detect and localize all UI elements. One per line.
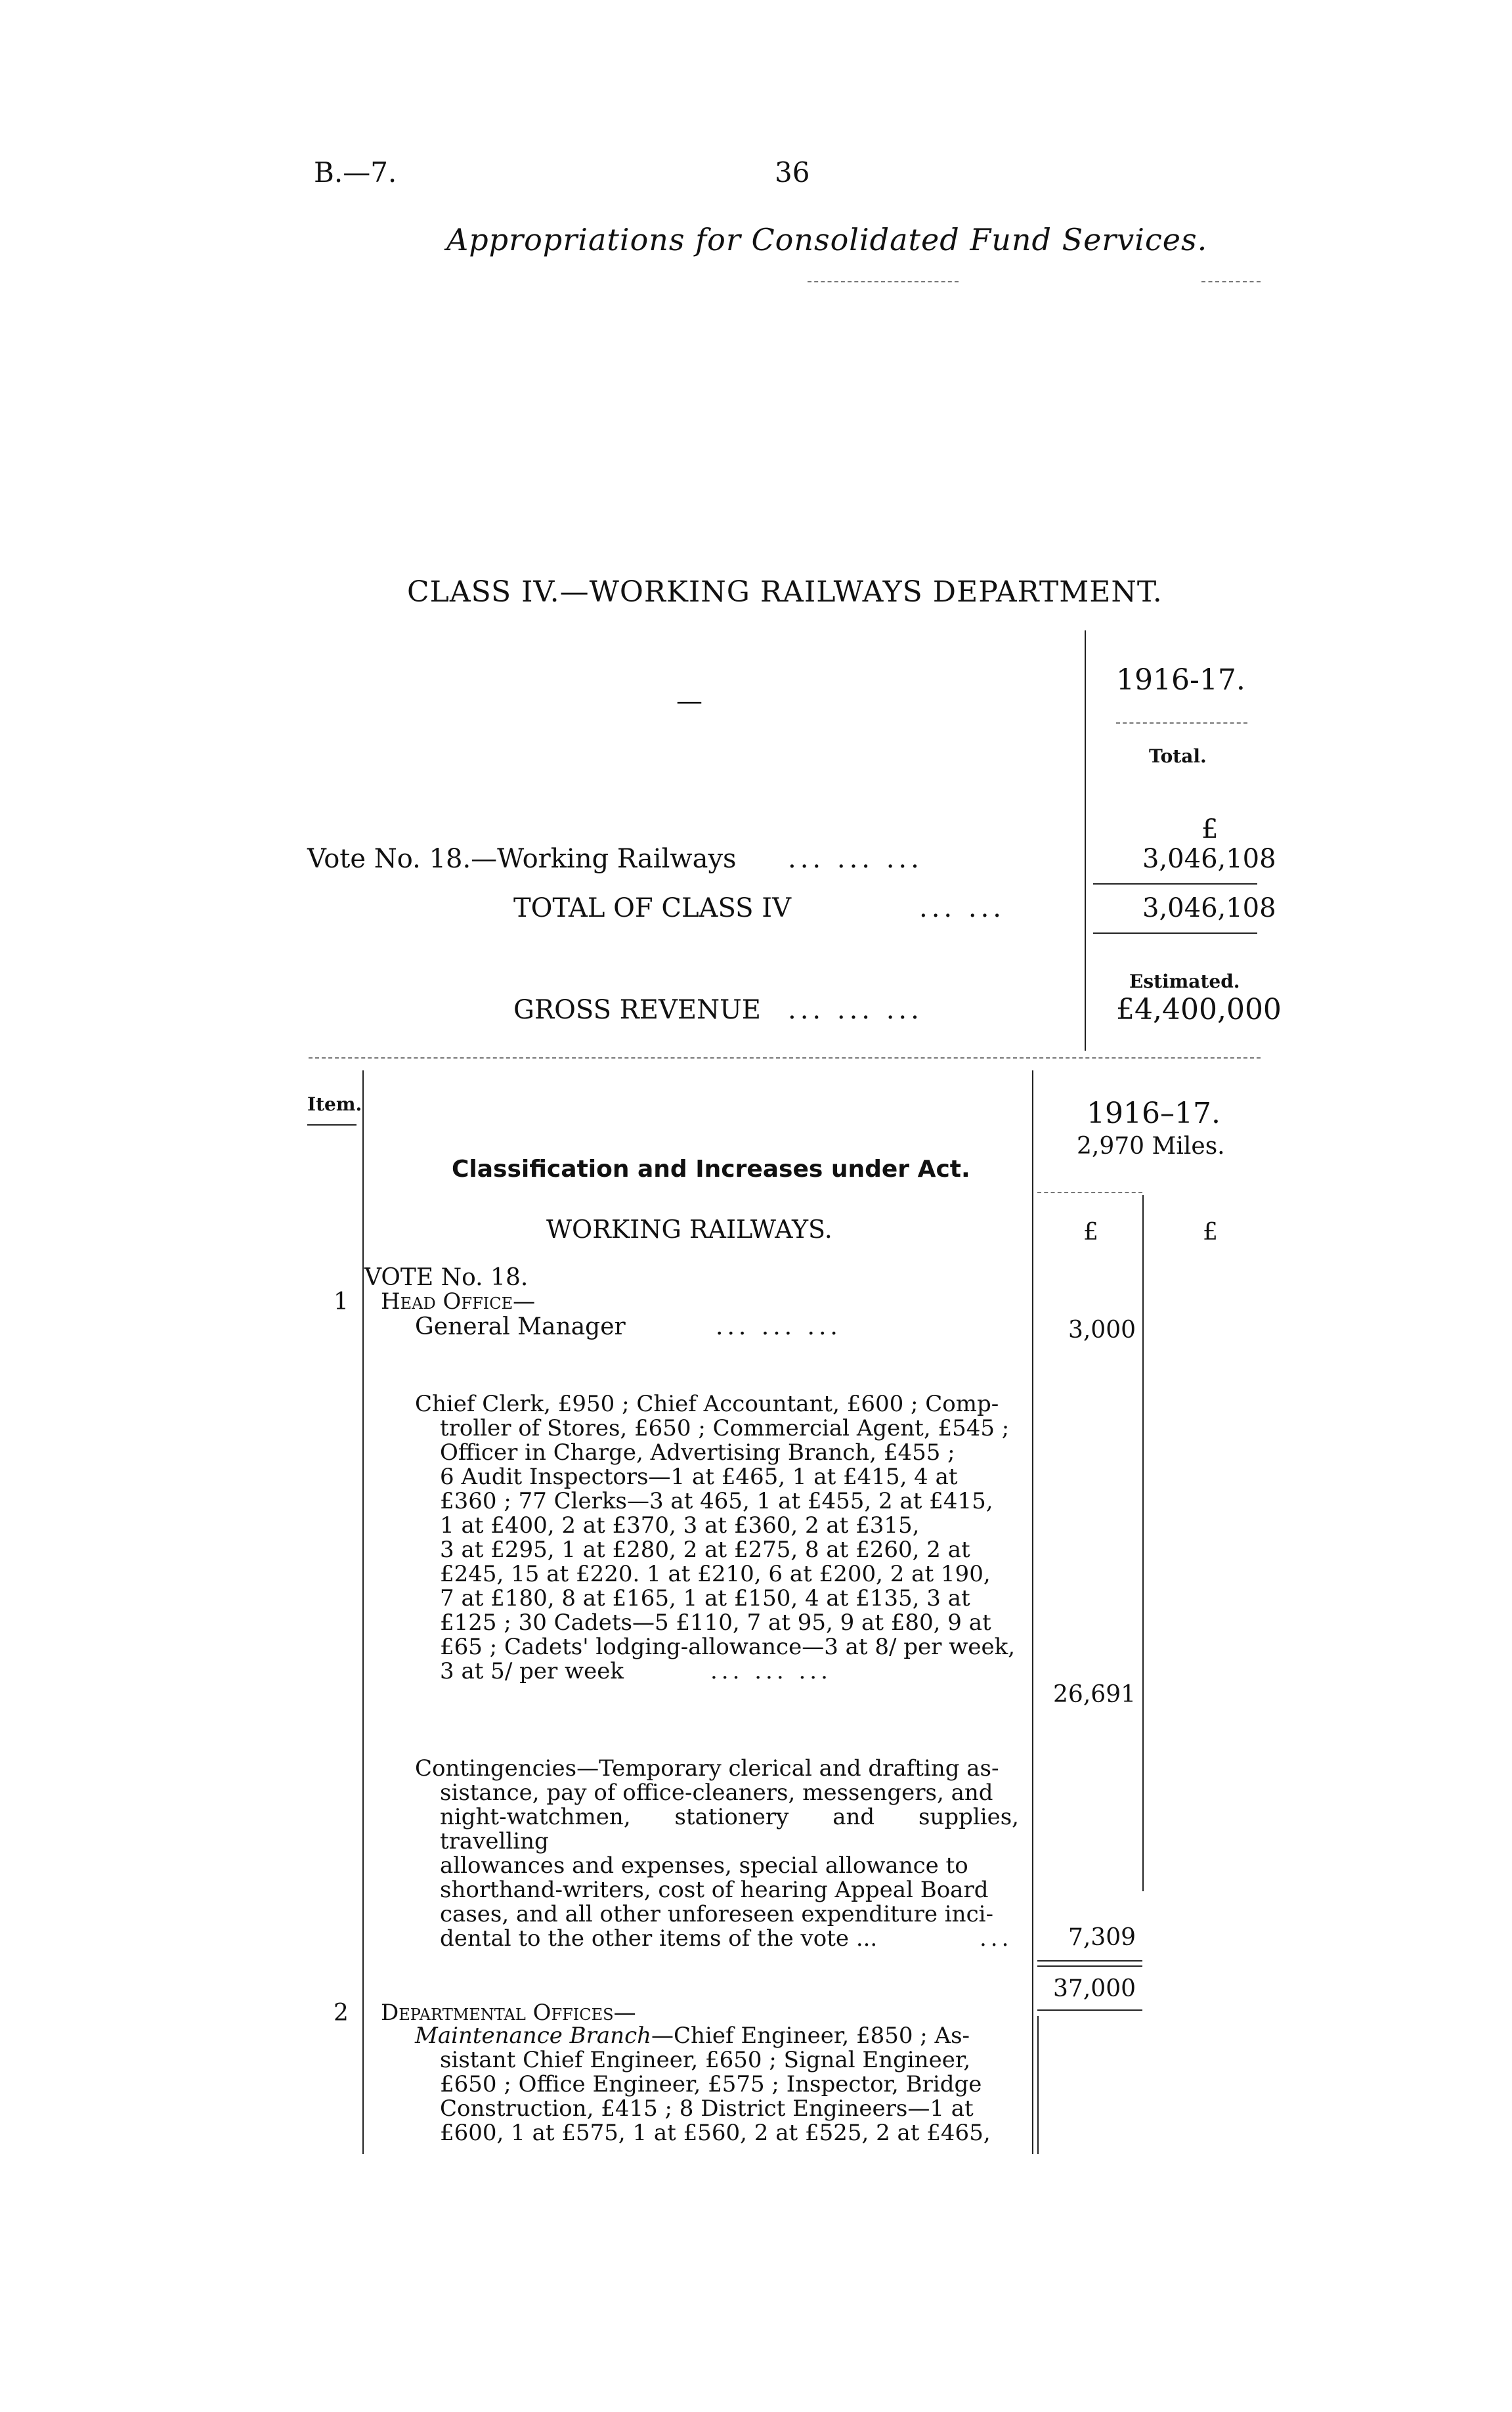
estimated-label: Estimated. bbox=[1129, 971, 1240, 992]
leader-dots: ... ... ... bbox=[788, 844, 923, 874]
page-title: Appropriations for Consolidated Fund Services. bbox=[446, 222, 1208, 257]
clerks-amount: 26,691 bbox=[1053, 1681, 1136, 1708]
divider bbox=[808, 281, 959, 282]
paragraph-line: Contingencies—Temporary clerical and drafting as- bbox=[415, 1755, 999, 1782]
paragraph-line: night-watchmen, stationery and supplies, travelling bbox=[440, 1804, 1019, 1854]
item-heading: Departmental Offices— bbox=[381, 2000, 636, 2026]
total-column-label: Total. bbox=[1149, 745, 1207, 767]
section-divider bbox=[309, 1057, 1261, 1059]
paragraph-line: sistant Chief Engineer, £650 ; Signal Engineer, bbox=[440, 2047, 971, 2073]
divider bbox=[1116, 722, 1247, 724]
item-number: 2 bbox=[334, 2000, 349, 2027]
contingencies-paragraph bbox=[415, 1757, 1019, 1951]
rule bbox=[1037, 1960, 1142, 1962]
paragraph-line: £650 ; Office Engineer, £575 ; Inspector, Bridge bbox=[440, 2071, 982, 2097]
paragraph-line bbox=[415, 1927, 1019, 1951]
leader-dots: ... ... bbox=[919, 893, 1006, 923]
leader-dots: ... ... ... bbox=[710, 1658, 832, 1684]
page-number: 36 bbox=[775, 156, 810, 188]
paragraph-line: Construction, £415 ; 8 District Engineers—1 at bbox=[440, 2095, 974, 2122]
paragraph-line: £360 ; 77 Clerks—3 at 465, 1 at £455, 2 at £415, bbox=[440, 1488, 993, 1514]
summary-year: 1916-17. bbox=[1116, 663, 1245, 697]
amount-currency: £ bbox=[1083, 1219, 1098, 1246]
paragraph-line: allowances and expenses, special allowance to bbox=[440, 1853, 968, 1879]
paragraph-line: 1 at £400, 2 at £370, 3 at £360, 2 at £315, bbox=[440, 1512, 920, 1539]
class-total: 3,046,108 bbox=[1142, 893, 1276, 923]
paragraph-line: £125 ; 30 Cadets—5 £110, 7 at 95, 9 at £80, 9 at bbox=[440, 1610, 991, 1636]
detail-year: 1916–17. bbox=[1087, 1097, 1220, 1130]
vote-heading: VOTE No. 18. bbox=[364, 1264, 529, 1291]
maintenance-paragraph bbox=[415, 2024, 1019, 2145]
amount-column-rule bbox=[1037, 2016, 1039, 2154]
paragraph-line: Chief Clerk, £950 ; Chief Accountant, £600 ; Comp- bbox=[415, 1391, 999, 1417]
divider bbox=[1201, 281, 1261, 282]
summary-currency: £ bbox=[1201, 814, 1219, 844]
summary-dash: — bbox=[676, 686, 702, 716]
paragraph-first-line: —Chief Engineer, £850 ; As- bbox=[651, 2023, 970, 2049]
rule bbox=[1037, 1965, 1142, 1967]
rule bbox=[1093, 883, 1257, 885]
vote-label: Vote No. 18.—Working Railways bbox=[307, 844, 737, 874]
total-currency: £ bbox=[1203, 1219, 1218, 1246]
paragraph-line: cases, and all other unforeseen expenditure inci- bbox=[440, 1901, 993, 1927]
contingencies-amount: 7,309 bbox=[1068, 1924, 1136, 1951]
paragraph-line: 3 at £295, 1 at £280, 2 at £275, 8 at £260, 2 at bbox=[440, 1537, 970, 1563]
paragraph-line: £600, 1 at £575, 1 at £560, 2 at £525, 2 at £465, bbox=[440, 2120, 991, 2146]
paragraph-line: £65 ; Cadets' lodging-allowance—3 at 8/ per week, bbox=[440, 1634, 1015, 1660]
classification-header: Classification and Increases under Act. bbox=[452, 1156, 970, 1183]
paragraph-line bbox=[415, 2024, 1019, 2048]
rule bbox=[307, 1124, 356, 1126]
divider bbox=[1037, 1192, 1142, 1193]
paragraph-line: sistance, pay of office-cleaners, messengers, and bbox=[440, 1780, 993, 1806]
paragraph-line: 7 at £180, 8 at £165, 1 at £150, 4 at £135, 3 at bbox=[440, 1585, 970, 1612]
item-column-header: Item. bbox=[307, 1093, 362, 1115]
miles: 2,970 Miles. bbox=[1077, 1133, 1225, 1160]
classification-column-rule bbox=[1032, 1070, 1033, 2154]
class-total-label: TOTAL OF CLASS IV bbox=[513, 893, 791, 923]
amount-column-rule bbox=[1142, 1195, 1144, 1891]
paragraph-line bbox=[415, 1659, 1019, 1684]
class-title: CLASS IV.—WORKING RAILWAYS DEPARTMENT. bbox=[407, 575, 1163, 609]
paragraph-line: troller of Stores, £650 ; Commercial Agent, £545 ; bbox=[440, 1415, 1010, 1441]
item-column-rule bbox=[362, 1070, 364, 2154]
leader-dots: ... ... ... bbox=[788, 995, 923, 1025]
paragraph-last-line: 3 at 5/ per week bbox=[440, 1658, 624, 1684]
general-manager-label: General Manager bbox=[415, 1313, 626, 1340]
branch-name: Maintenance Branch bbox=[415, 2023, 652, 2049]
paragraph-line: Officer in Charge, Advertising Branch, £455 ; bbox=[440, 1439, 955, 1466]
item-number: 1 bbox=[334, 1288, 349, 1315]
leader-dots: ... bbox=[980, 1925, 1013, 1952]
paragraph-last-line: dental to the other items of the vote ... bbox=[440, 1925, 878, 1952]
rule bbox=[1037, 2009, 1142, 2011]
gross-revenue-label: GROSS REVENUE bbox=[513, 995, 761, 1025]
general-manager-amount: 3,000 bbox=[1068, 1317, 1136, 1344]
leader-dots: ... ... ... bbox=[716, 1313, 842, 1340]
rule bbox=[1093, 932, 1257, 934]
page-reference: B.—7. bbox=[314, 156, 397, 188]
gross-revenue-value: £4,400,000 bbox=[1116, 993, 1282, 1026]
section-heading: WORKING RAILWAYS. bbox=[546, 1215, 832, 1244]
paragraph-line: £245, 15 at £220. 1 at £210, 6 at £200, 2 at 190, bbox=[440, 1561, 991, 1587]
summary-column-rule bbox=[1085, 630, 1086, 1051]
item-heading: Head Office— bbox=[381, 1288, 536, 1315]
paragraph-line: 6 Audit Inspectors—1 at £465, 1 at £415, 4 at bbox=[440, 1464, 958, 1490]
paragraph-line: shorthand-writers, cost of hearing Appeal Board bbox=[440, 1877, 989, 1903]
vote-total: 3,046,108 bbox=[1142, 844, 1276, 874]
item-subtotal: 37,000 bbox=[1053, 1975, 1136, 2002]
clerks-paragraph bbox=[415, 1392, 1019, 1684]
